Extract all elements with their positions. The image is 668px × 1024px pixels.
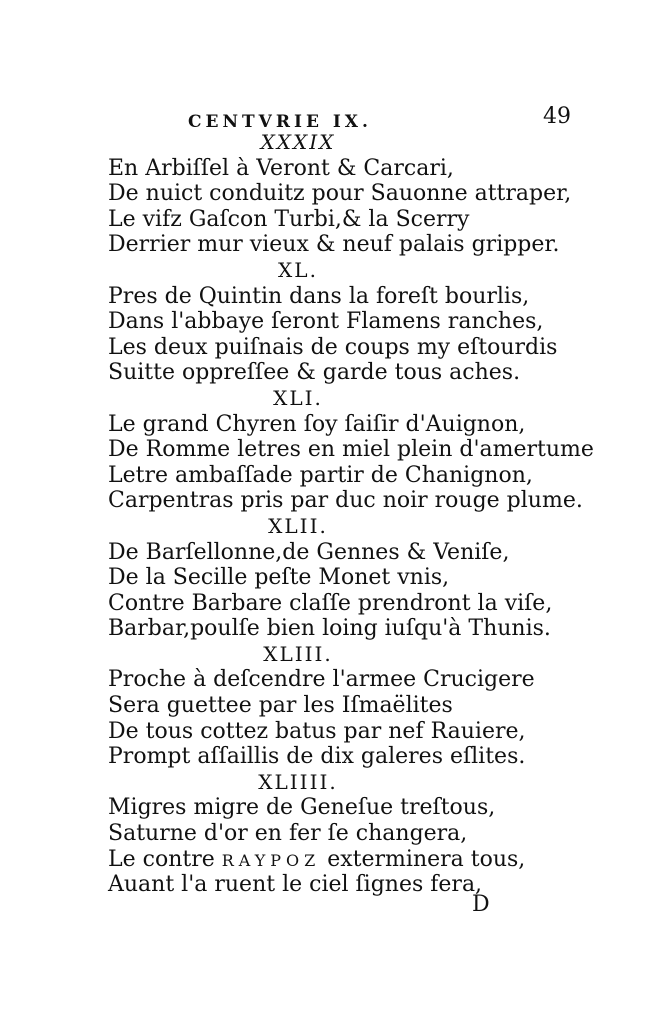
verse-line: Derrier mur vieux & neuf palais gripper. bbox=[108, 232, 560, 258]
verse-text: exterminera tous, bbox=[327, 846, 526, 872]
quatrain-numeral: XLII. bbox=[268, 513, 328, 538]
verse-line: Letre ambaſſade partir de Chanignon, bbox=[108, 462, 533, 488]
verse-line: Dans l'abbaye ſeront Flamens ranches, bbox=[108, 309, 544, 335]
verse-line: Les deux puiſnais de coups my eſtourdis bbox=[108, 334, 558, 360]
verse-line: Suitte oppreſſee & garde tous aches. bbox=[108, 360, 521, 386]
verse-line: De Romme letres en miel plein d'amertume bbox=[108, 437, 594, 463]
verse-line: Pres de Quintin dans la foreſt bourlis, bbox=[108, 283, 530, 309]
quatrain-numeral: XLIII. bbox=[263, 641, 333, 666]
verse-line: Sera guettee par les Iſmaëlites bbox=[108, 693, 453, 719]
verse-line: En Arbiſſel à Veront & Carcari, bbox=[108, 155, 454, 181]
verse-line: Proche à deſcendre l'armee Crucigere bbox=[108, 667, 535, 693]
page-number: 49 bbox=[543, 104, 571, 129]
verse-line: De nuict conduitz pour Sauonne attraper, bbox=[108, 181, 572, 207]
verse-line bbox=[108, 847, 648, 873]
verse-text: Le contre bbox=[108, 846, 215, 872]
verse-line: Prompt aſſaillis de dix galeres eſlites. bbox=[108, 744, 526, 770]
spaced-name: RAYPOZ bbox=[221, 850, 321, 870]
quatrain-numeral: XLI. bbox=[273, 385, 323, 410]
running-head: CENTVRIE IX. bbox=[188, 112, 372, 132]
quatrain-numeral: XL. bbox=[278, 257, 318, 282]
quatrain-numeral: XLIIII. bbox=[258, 769, 338, 794]
verse-line: Contre Barbare claſſe prendront la viſe, bbox=[108, 590, 553, 616]
verse-line: De tous cottez batus par nef Rauiere, bbox=[108, 718, 526, 744]
verse-line: Saturne d'or en fer ſe changera, bbox=[108, 821, 468, 847]
verse-line: Carpentras pris par duc noir rouge plume. bbox=[108, 488, 583, 514]
verse-line: De Barſellonne,de Gennes & Veniſe, bbox=[108, 539, 510, 565]
quatrain-numeral: XXXIX bbox=[260, 130, 336, 154]
verse-line: Migres migre de Geneſue treſtous, bbox=[108, 795, 496, 821]
verse-line: Le grand Chyren ſoy ſaiſir d'Auignon, bbox=[108, 411, 526, 437]
verse-block bbox=[108, 130, 648, 898]
signature-mark: D bbox=[472, 892, 490, 917]
verse-line: Le vifz Gaſcon Turbi,& la Scerry bbox=[108, 206, 470, 232]
verse-line: Auant l'a ruent le ciel ſignes fera, bbox=[108, 872, 483, 898]
verse-line: Barbar,poulſe bien loing iuſqu'à Thunis. bbox=[108, 616, 551, 642]
verse-line: De la Secille peſte Monet vnis, bbox=[108, 565, 450, 591]
